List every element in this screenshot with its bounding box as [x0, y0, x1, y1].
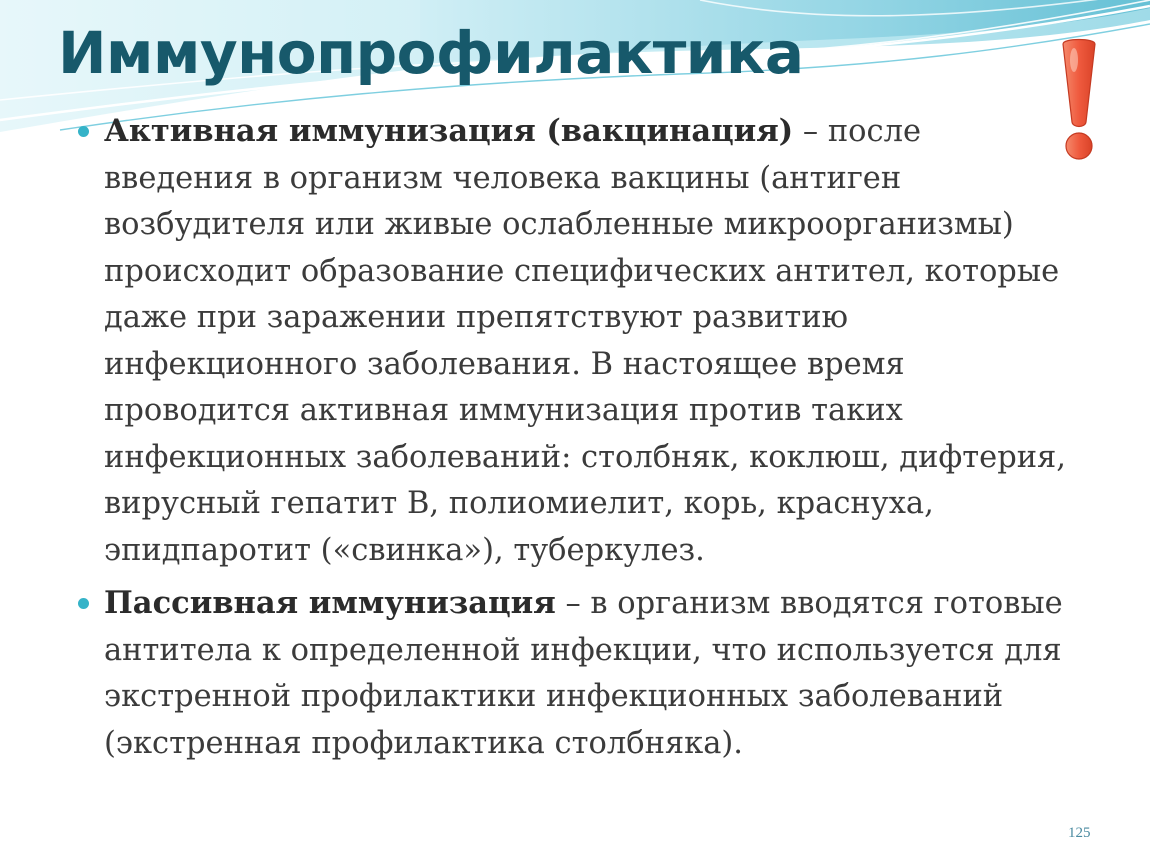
bullet-term: Активная иммунизация (вакцинация)	[104, 113, 794, 149]
bullet-dot-icon	[78, 126, 89, 137]
bullet-text: – после введения в организм человека вакцины (антиген возбудителя или живые ослабленные микроорганизмы) происходит образование специфических антител, которые даже при заражении препятствуют развитию инфекционного заболевания. В настоящее время проводится активная иммунизация против таких инфекционных заболеваний: столбняк, коклюш, дифтерия, вирусный гепатит В, полиомиелит, корь, краснуха, эпидпаротит («свинка»), туберкулез.	[104, 114, 1066, 568]
bullet-dot-icon	[78, 598, 89, 609]
bullet-item-passive-immunization	[78, 580, 1078, 767]
bullet-item-active-immunization	[78, 108, 1078, 574]
page-number: 125	[1068, 825, 1091, 841]
bullet-term: Пассивная иммунизация	[104, 585, 556, 621]
slide-title: Иммунопрофилактика	[58, 19, 804, 87]
body-content	[78, 108, 1078, 773]
bullet-text: – в организм вводятся готовые антитела к определенной инфекции, что используется для экстренной профилактики инфекционных заболеваний (экстренная профилактика столбняка).	[104, 586, 1063, 761]
